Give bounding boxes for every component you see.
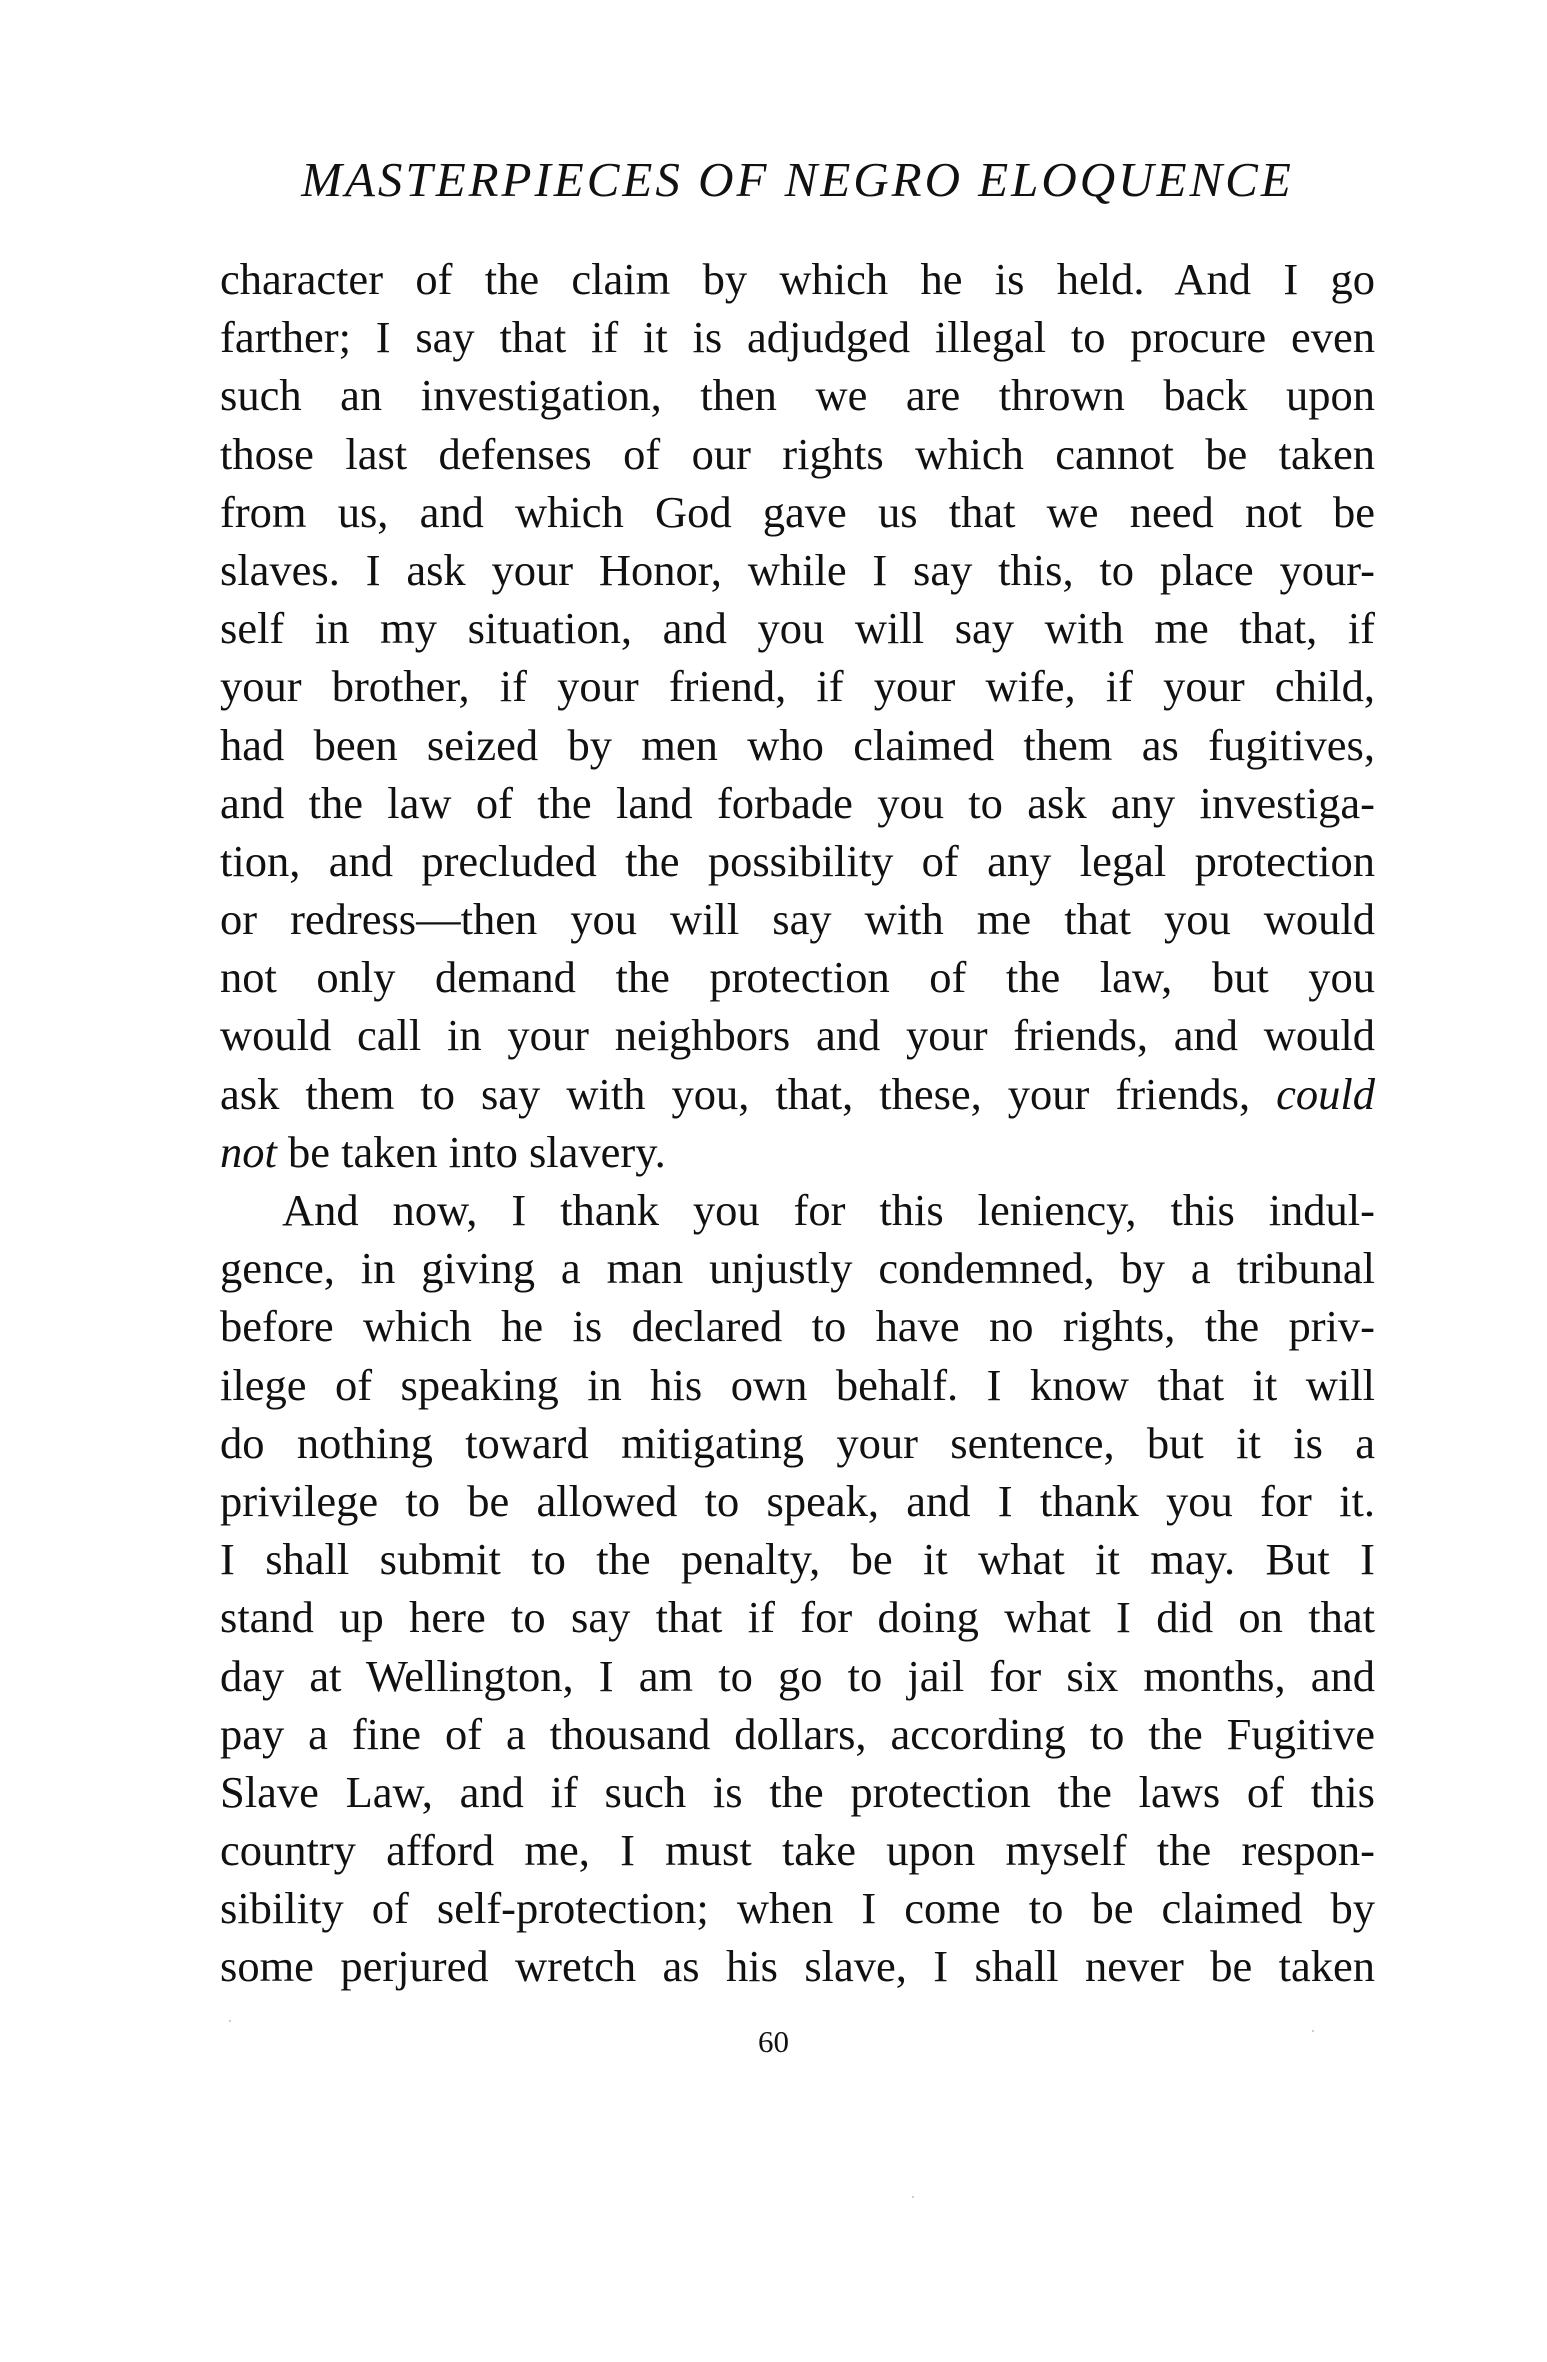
text-segment: And now, I thank you for this leniency, this indul- — [282, 1185, 1375, 1235]
text-line — [220, 1239, 1375, 1297]
text-line — [220, 1356, 1375, 1414]
text-segment: those last defenses of our rights which cannot be taken — [220, 428, 1375, 479]
text-line — [220, 308, 1375, 366]
text-line — [220, 832, 1375, 890]
text-line — [220, 1123, 1375, 1181]
text-line — [220, 1006, 1375, 1064]
text-segment: privilege to be allowed to speak, and I thank you for it. — [220, 1475, 1375, 1526]
text-line — [220, 1065, 1375, 1123]
paper-speck — [229, 2020, 231, 2022]
text-line — [220, 890, 1375, 948]
text-segment: Slave Law, and if such is the protection the laws of this — [220, 1766, 1375, 1817]
text-line — [220, 716, 1375, 774]
paper-speck — [1312, 2030, 1314, 2032]
text-segment: I shall submit to the penalty, be it what it may. But I — [220, 1534, 1375, 1585]
text-line — [220, 1472, 1375, 1530]
text-segment: character of the claim by which he is held. And I go — [220, 254, 1375, 304]
text-segment: sibility of self-protection; when I come to be claimed by — [220, 1883, 1375, 1934]
text-segment: and the law of the land forbade you to ask any investiga- — [220, 777, 1375, 828]
text-line — [220, 1705, 1375, 1763]
text-segment: such an investigation, then we are thrown back upon — [220, 370, 1375, 421]
text-segment: be taken into slavery. — [276, 1126, 666, 1177]
body-text — [220, 250, 1375, 1996]
italic-text-segment: not — [220, 1126, 277, 1177]
text-segment: farther; I say that if it is adjudged illegal to procure even — [220, 312, 1375, 363]
text-segment: tion, and precluded the possibility of any legal protection — [220, 835, 1375, 886]
text-line — [220, 366, 1375, 424]
text-segment: would call in your neighbors and your friends, and would — [220, 1010, 1375, 1061]
text-line — [220, 1588, 1375, 1646]
text-segment: some perjured wretch as his slave, I shall never be taken — [220, 1941, 1375, 1992]
text-line — [220, 250, 1375, 308]
page-number: 60 — [758, 2024, 789, 2059]
text-line — [220, 1181, 1375, 1239]
text-line — [220, 541, 1375, 599]
text-line — [220, 1937, 1375, 1995]
text-segment: country afford me, I must take upon myself the respon- — [220, 1825, 1375, 1876]
text-line — [220, 657, 1375, 715]
text-segment: ask them to say with you, that, these, your friends, — [220, 1068, 1277, 1119]
text-line — [220, 1530, 1375, 1588]
text-line — [220, 774, 1375, 832]
text-segment: self in my situation, and you will say with me that, if — [220, 603, 1375, 654]
text-segment: your brother, if your friend, if your wife, if your child, — [220, 661, 1375, 712]
italic-text-segment: could — [1276, 1068, 1375, 1119]
text-line — [220, 483, 1375, 541]
text-line — [220, 1647, 1375, 1705]
text-line — [220, 948, 1375, 1006]
text-segment: slaves. I ask your Honor, while I say this, to place your- — [220, 544, 1375, 595]
text-segment: before which he is declared to have no rights, the priv- — [220, 1301, 1375, 1352]
text-line — [220, 1414, 1375, 1472]
text-line — [220, 599, 1375, 657]
text-segment: stand up here to say that if for doing what I did on that — [220, 1592, 1375, 1643]
paper-speck — [912, 2196, 914, 2198]
paragraph-2 — [220, 1181, 1375, 1996]
text-line — [220, 1297, 1375, 1355]
paragraph-1 — [220, 250, 1375, 1181]
text-line — [220, 1821, 1375, 1879]
text-line — [220, 425, 1375, 483]
text-line — [220, 1763, 1375, 1821]
text-segment: pay a fine of a thousand dollars, according to the Fugitive — [220, 1708, 1375, 1759]
running-head: MASTERPIECES OF NEGRO ELOQUENCE — [301, 152, 1294, 207]
text-segment: or redress—then you will say with me that you would — [220, 894, 1375, 945]
text-segment: day at Wellington, I am to go to jail for six months, and — [220, 1650, 1375, 1701]
text-segment: had been seized by men who claimed them as fugitives, — [220, 719, 1375, 770]
text-segment: from us, and which God gave us that we need not be — [220, 486, 1375, 537]
text-segment: do nothing toward mitigating your sentence, but it is a — [220, 1417, 1375, 1468]
text-segment: gence, in giving a man unjustly condemned, by a tribunal — [220, 1243, 1375, 1294]
text-segment: not only demand the protection of the law, but you — [220, 952, 1375, 1003]
text-line — [220, 1879, 1375, 1937]
text-segment: ilege of speaking in his own behalf. I know that it will — [220, 1359, 1375, 1410]
